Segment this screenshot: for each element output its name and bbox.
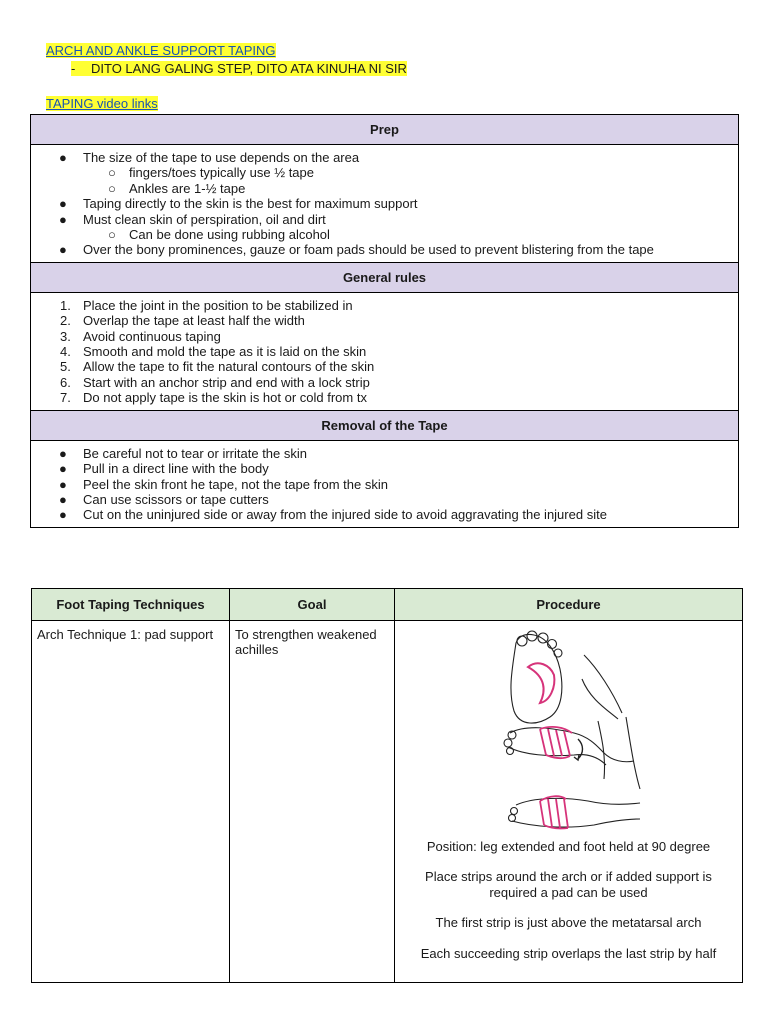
video-links-link[interactable]: TAPING video links xyxy=(46,96,158,111)
procedure-step: Each succeeding strip overlaps the last strip by half xyxy=(420,945,717,961)
foot-taping-illustration xyxy=(494,629,644,833)
column-header-goal: Goal xyxy=(230,589,395,621)
list-item: 5. Allow the tape to fit the natural contours of the skin xyxy=(60,359,375,375)
source-note-label: DITO LANG GALING STEP, DITO ATA KINUHA NI SIR xyxy=(91,61,407,76)
source-note-text xyxy=(71,61,407,76)
list-item: ○ Can be done using rubbing alcohol xyxy=(108,227,330,243)
list-item: ● Pull in a direct line with the body xyxy=(59,461,269,477)
goal-cell: To strengthen weakened achilles xyxy=(230,621,395,983)
list-item: ● Cut on the uninjured side or away from the injured side to avoid aggravating the injured site xyxy=(59,507,607,523)
list-item: ● The size of the tape to use depends on the area xyxy=(59,150,360,165)
source-note xyxy=(71,61,407,76)
list-item: ● Taping directly to the skin is the best for maximum support xyxy=(59,196,418,212)
foot-sole-drawing xyxy=(510,631,621,723)
dash-marker: - xyxy=(71,61,76,76)
arch-pad-outline xyxy=(528,663,554,703)
document-title[interactable] xyxy=(46,43,276,58)
foot-side-drawing xyxy=(504,717,640,827)
prep-heading: Prep xyxy=(31,115,739,145)
list-item: 7. Do not apply tape is the skin is hot or cold from tx xyxy=(60,390,367,406)
tape-strips xyxy=(540,727,572,829)
prep-rules-table xyxy=(30,114,739,528)
list-item: 2. Overlap the tape at least half the width xyxy=(60,313,305,329)
table-row xyxy=(32,621,743,983)
general-rules-heading: General rules xyxy=(31,262,739,292)
document-title-link[interactable]: ARCH AND ANKLE SUPPORT TAPING xyxy=(46,43,276,58)
procedure-step: Position: leg extended and foot held at 90 degree xyxy=(426,839,711,854)
video-links[interactable] xyxy=(46,96,158,111)
procedure-cell xyxy=(395,621,743,983)
technique-cell: Arch Technique 1: pad support xyxy=(32,621,230,983)
list-item: ● Be careful not to tear or irritate the skin xyxy=(59,445,307,461)
list-item: 3. Avoid continuous taping xyxy=(60,328,221,344)
column-header-procedure: Procedure xyxy=(395,589,743,621)
list-item: ● Must clean skin of perspiration, oil and dirt xyxy=(59,211,326,227)
list-item: 4. Smooth and mold the tape as it is laid on the skin xyxy=(60,344,367,360)
list-item: ○ fingers/toes typically use ½ tape xyxy=(108,165,314,181)
list-item: ○ Ankles are 1-½ tape xyxy=(108,180,246,196)
removal-list xyxy=(31,440,739,527)
procedure-step: Place strips around the arch or if added support is required a pad can be used xyxy=(425,869,712,900)
list-item: 6. Start with an anchor strip and end with a lock strip xyxy=(60,374,370,390)
prep-list xyxy=(31,145,739,263)
list-item: ● Can use scissors or tape cutters xyxy=(59,491,269,507)
list-item: ● Over the bony prominences, gauze or foam pads should be used to prevent blistering from the tape xyxy=(59,242,654,258)
procedure-step: The first strip is just above the metatarsal arch xyxy=(435,915,702,931)
list-item: ● Peel the skin front he tape, not the tape from the skin xyxy=(59,476,388,492)
foot-taping-techniques-table xyxy=(31,588,743,983)
column-header-technique: Foot Taping Techniques xyxy=(32,589,230,621)
removal-heading: Removal of the Tape xyxy=(31,410,739,440)
general-rules-list xyxy=(31,292,739,410)
list-item: 1. Place the joint in the position to be stabilized in xyxy=(60,297,353,313)
